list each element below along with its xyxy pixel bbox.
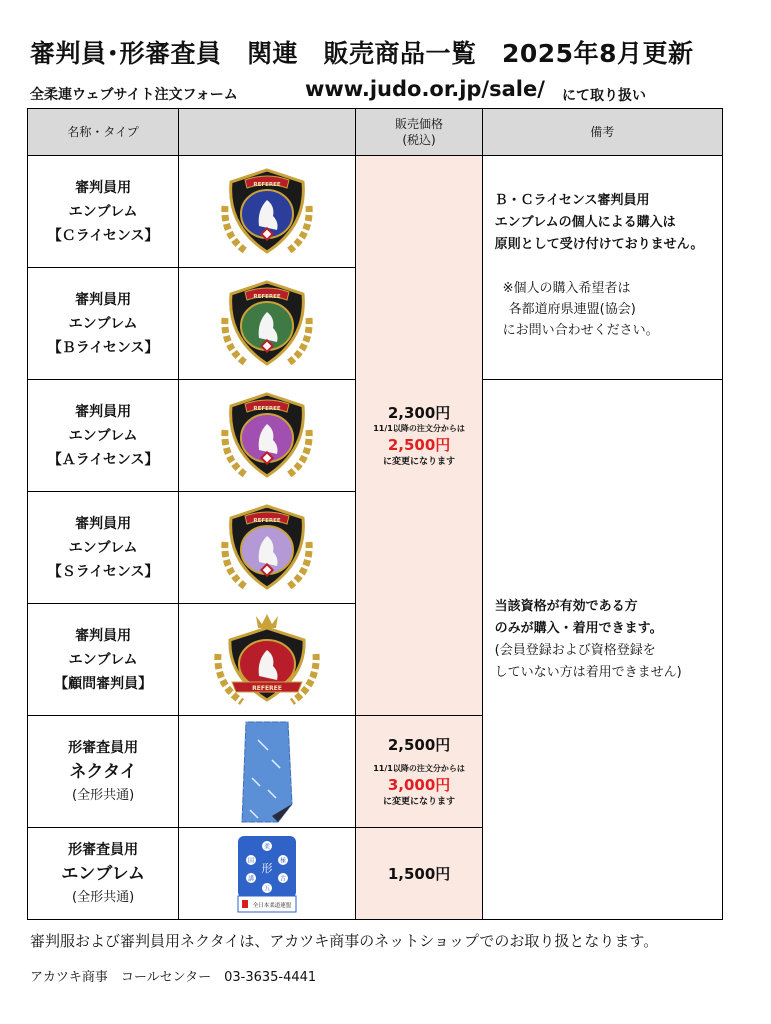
table-header-row (28, 109, 723, 156)
order-url-link[interactable]: www.judo.or.jp/sale/ (305, 77, 545, 101)
svg-text:全日本柔道連盟: 全日本柔道連盟 (253, 902, 292, 909)
referee-emblem-advisor-icon (212, 612, 322, 708)
svg-text:REFEREE: REFEREE (252, 684, 283, 692)
svg-text:REFEREE: REFEREE (253, 293, 281, 300)
header-image (179, 109, 356, 156)
referee-emblem-s-icon (217, 502, 317, 594)
tie-price-cell: 2,500円 11/1以降の注文分からは 3,000円 に変更になります (356, 716, 482, 828)
svg-text:固: 固 (248, 857, 255, 864)
svg-text:REFEREE: REFEREE (253, 405, 281, 412)
page-title: 審判員･形審査員 関連 販売商品一覧 2025年8月更新 (30, 39, 694, 68)
order-form-label: 全柔連ウェブサイト注文フォーム (30, 87, 238, 103)
product-image (179, 380, 356, 492)
handling-label: にて取り扱い (562, 88, 646, 104)
kata-emblem-icon (236, 834, 298, 914)
remarks-bc-license: Ｂ・Ｃライセンス審判員用 エンブレムの個人による購入は 原則として受け付けておりません。 ※個人の購入希望者は 各都道府県連盟(協会) にお問い合わせください。 (482, 156, 722, 380)
product-name: 審判員用 エンブレム 【Ｃライセンス】 (28, 156, 179, 268)
remarks-valid-license: 当該資格が有効である方 のみが購入・着用できます。 (会員登録および資格登録を していない方は着用できません) (482, 380, 722, 920)
svg-text:五: 五 (264, 885, 271, 892)
emblem-price-cell: 2,300円 11/1以降の注文分からは 2,500円 に変更になります (356, 156, 482, 716)
table-row (28, 156, 723, 268)
product-table (27, 108, 723, 920)
product-name: 審判員用 エンブレム 【顧問審判員】 (28, 604, 179, 716)
product-name: 形審査員用 エンブレム (全形共通) (28, 828, 179, 920)
product-name: 形審査員用 ネクタイ (全形共通) (28, 716, 179, 828)
product-name: 審判員用 エンブレム 【Ｓライセンス】 (28, 492, 179, 604)
svg-text:古: 古 (280, 875, 287, 882)
header-remarks: 備考 (482, 109, 722, 156)
svg-text:形: 形 (261, 861, 273, 875)
product-image (179, 268, 356, 380)
product-image (179, 716, 356, 828)
product-name: 審判員用 エンブレム 【Ｂライセンス】 (28, 268, 179, 380)
svg-text:REFEREE: REFEREE (253, 181, 281, 188)
header-name: 名称・タイプ (28, 109, 179, 156)
header-price: 販売価格 (税込) (356, 109, 482, 156)
product-name: 審判員用 エンブレム 【Ａライセンス】 (28, 380, 179, 492)
product-image (179, 828, 356, 920)
svg-text:REFEREE: REFEREE (253, 517, 281, 524)
kata-emblem-price-cell: 1,500円 (356, 828, 482, 920)
svg-text:講: 講 (248, 875, 255, 882)
referee-emblem-b-icon (217, 278, 317, 370)
svg-text:柔: 柔 (264, 843, 271, 850)
product-image (179, 156, 356, 268)
product-image (179, 604, 356, 716)
contact-info: アカツキ商事 コールセンター 03-3635-4441 (30, 970, 317, 985)
referee-emblem-a-icon (217, 390, 317, 482)
footer-note: 審判服および審判員用ネクタイは、アカツキ商事のネットショップでのお取り扱となります。 (30, 932, 659, 950)
product-image (179, 492, 356, 604)
svg-text:極: 極 (280, 857, 287, 864)
kata-necktie-icon (232, 720, 302, 824)
referee-emblem-c-icon (217, 166, 317, 258)
